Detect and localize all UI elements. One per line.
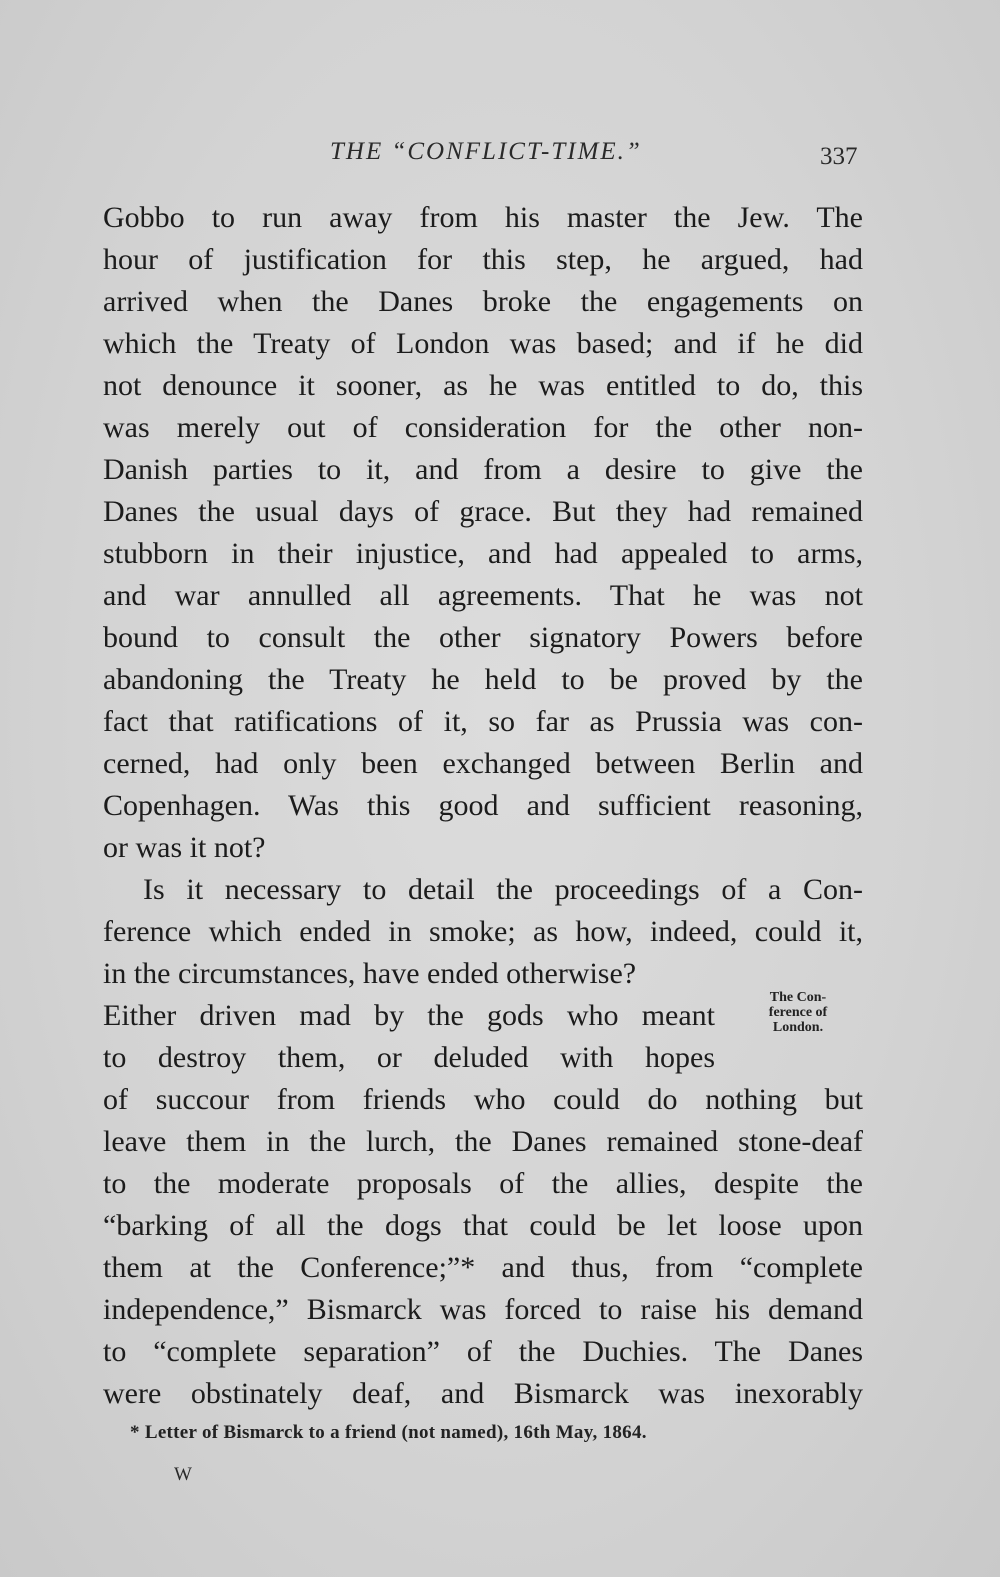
paragraph-first-line: Is it necessary to detail the proceedings of a Con- [143, 873, 863, 906]
text-line: to the moderate proposals of the allies, despite the [103, 1167, 863, 1200]
text-line: of succour from friends who could do nothing but [103, 1083, 863, 1116]
text-line: was merely out of consideration for the other non- [103, 411, 863, 444]
body-text [103, 197, 863, 1415]
text-line: “barking of all the dogs that could be let loose upon [103, 1209, 863, 1242]
text-line: cerned, had only been exchanged between Berlin and [103, 747, 863, 780]
text-line: to destroy them, or deluded with hopes [103, 1041, 715, 1074]
text-line: leave them in the lurch, the Danes remained stone-deaf [103, 1125, 863, 1158]
margin-note-line: The Con- [769, 990, 827, 1005]
text-line: independence,” Bismarck was forced to raise his demand [103, 1293, 863, 1326]
text-line: Either driven mad by the gods who meant [103, 999, 715, 1032]
text-line: hour of justification for this step, he argued, had [103, 243, 863, 276]
text-line: bound to consult the other signatory Powers before [103, 621, 863, 654]
text-line: Danes the usual days of grace. But they had remained [103, 495, 863, 528]
page-number: 337 [820, 143, 858, 170]
text-line: Copenhagen. Was this good and sufficient reasoning, [103, 789, 863, 822]
text-line: ference which ended in smoke; as how, indeed, could it, [103, 915, 863, 948]
signature-mark: W [174, 1464, 192, 1485]
text-line: Danish parties to it, and from a desire to give the [103, 453, 863, 486]
text-line: them at the Conference;”* and thus, from “complete [103, 1251, 863, 1284]
text-line: stubborn in their injustice, and had appealed to arms, [103, 537, 863, 570]
margin-note-line: ference of [768, 1005, 828, 1020]
text-line: arrived when the Danes broke the engagements on [103, 285, 863, 318]
margin-note-line: London. [772, 1020, 824, 1035]
text-line: fact that ratifications of it, so far as Prussia was con- [103, 705, 863, 738]
footnote: * Letter of Bismarck to a friend (not named), 16th May, 1864. [130, 1422, 647, 1443]
running-title: THE “CONFLICT-TIME.” [330, 138, 642, 165]
margin-note [748, 990, 848, 1035]
text-line: Gobbo to run away from his master the Jew. The [103, 201, 863, 234]
text-line: to “complete separation” of the Duchies. The Danes [103, 1335, 863, 1368]
text-line: not denounce it sooner, as he was entitled to do, this [103, 369, 863, 402]
text-line: abandoning the Treaty he held to be proved by the [103, 663, 863, 696]
text-line: in the circumstances, have ended otherwise? [103, 957, 637, 990]
text-line: or was it not? [103, 831, 266, 864]
text-line: which the Treaty of London was based; and if he did [103, 327, 863, 360]
text-line: and war annulled all agreements. That he was not [103, 579, 863, 612]
text-line: were obstinately deaf, and Bismarck was inexorably [103, 1377, 863, 1410]
